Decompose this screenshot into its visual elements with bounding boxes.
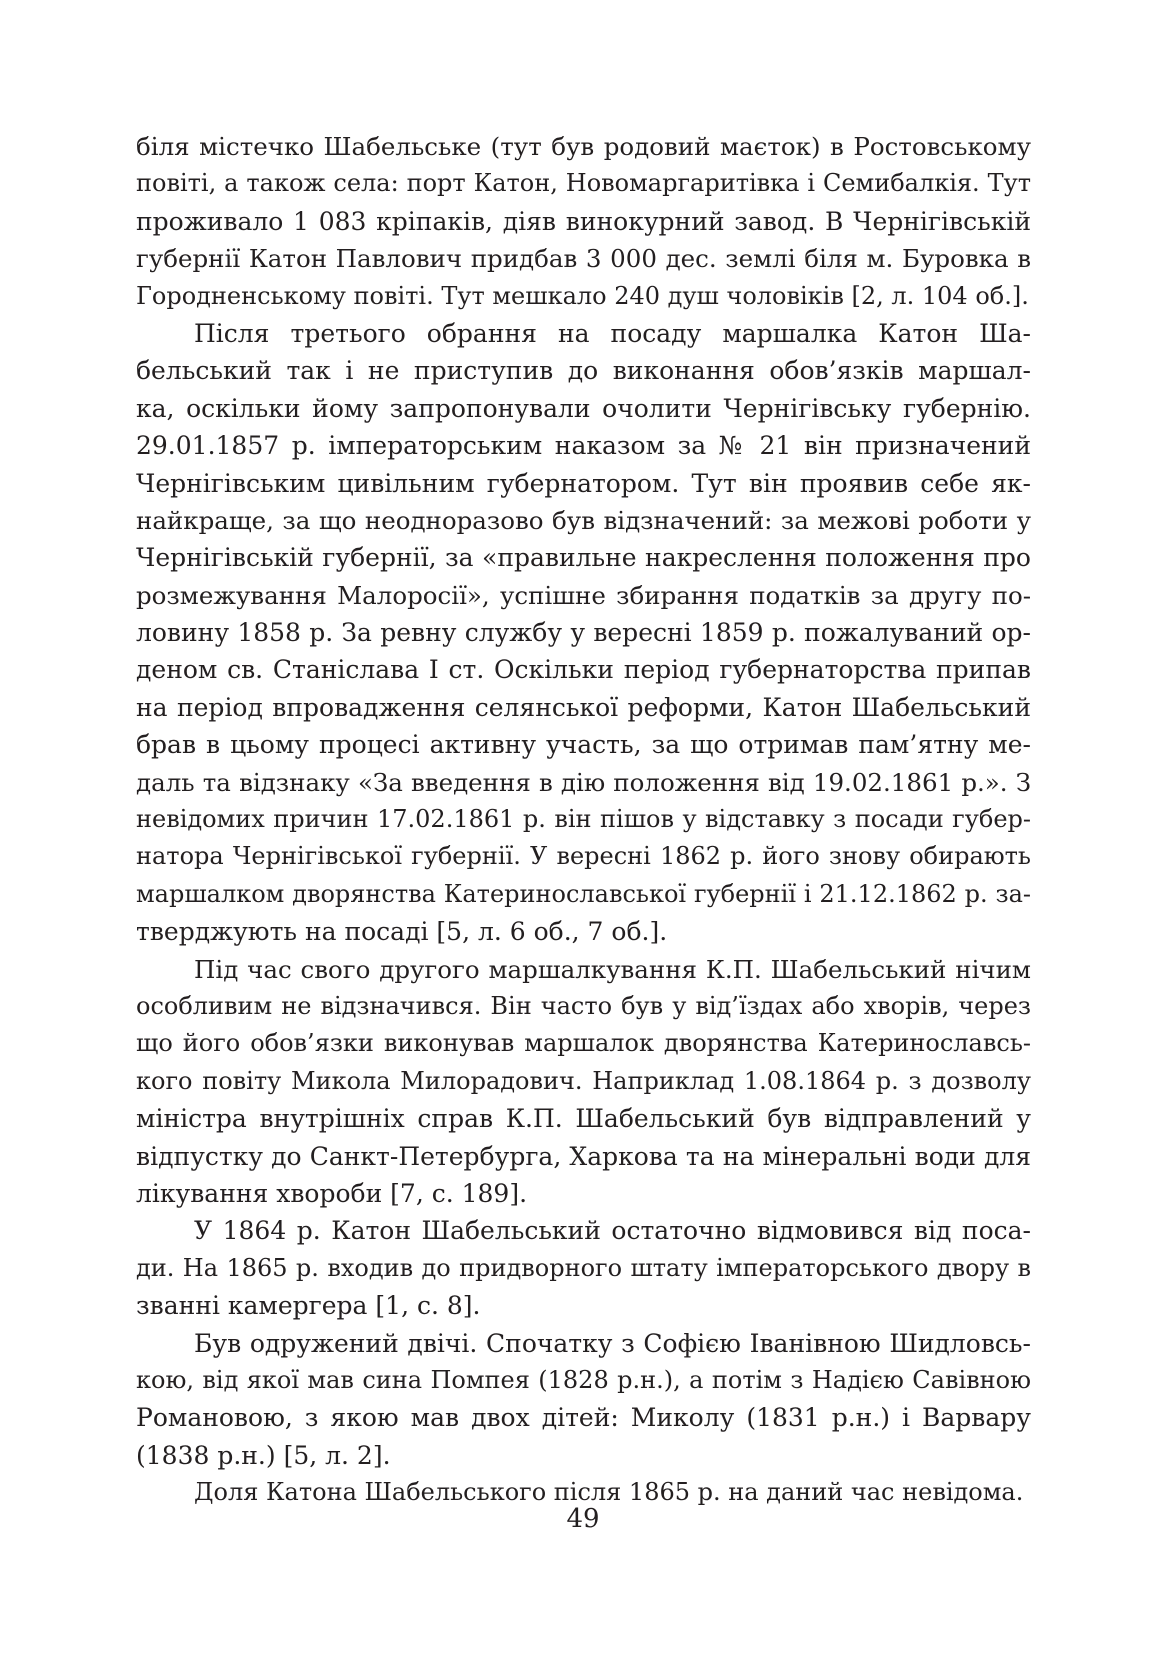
text-line: невідомих причин 17.02.1861 р. він пішов у відставку з посади губер- <box>136 805 1031 834</box>
text-line: на період впровадження селянської реформи, Катон Шабельський <box>136 692 1031 722</box>
page-number: 49 <box>566 1504 600 1534</box>
paragraph <box>136 951 1031 1213</box>
text-line: біля містечко Шабельське (тут був родовий маєток) в Ростовському <box>136 132 1031 161</box>
text-line: кого повіту Микола Милорадович. Наприклад 1.08.1864 р. з дозволу <box>136 1066 1031 1095</box>
text-line: повіті, а також села: порт Катон, Новомаргаритівка і Семибалкія. Тут <box>136 169 1031 198</box>
text-line: (1838 р.н.) [5, л. 2]. <box>136 1440 391 1470</box>
text-line: особливим не відзначився. Він часто був у від’їздах або хворів, через <box>136 991 1031 1020</box>
text-line: міністра внутрішніх справ К.П. Шабельський був відправлений у <box>136 1104 1031 1134</box>
text-line: У 1864 р. Катон Шабельський остаточно відмовився від поса- <box>194 1216 1031 1246</box>
text-line: Доля Катона Шабельського після 1865 р. на даний час невідома. <box>194 1478 1024 1507</box>
text-line: деном св. Станіслава І ст. Оскільки період губернаторства припав <box>136 655 1031 685</box>
text-line: Під час свого другого маршалкування К.П. Шабельський нічим <box>194 954 1031 984</box>
text-line: даль та відзнаку «За введення в дію положення від 19.02.1861 р.». З <box>136 767 1031 797</box>
text-line: Городненському повіті. Тут мешкало 240 душ чоловіків [2, л. 104 об.]. <box>136 281 1029 310</box>
text-line: 29.01.1857 р. імператорським наказом за № 21 він призначений <box>136 431 1031 461</box>
paragraph <box>136 315 1031 951</box>
text-line: званні камергера [1, с. 8]. <box>136 1291 481 1321</box>
text-line: що його обов’язки виконував маршалок дворянства Катеринославсь- <box>136 1029 1031 1058</box>
text-line: бельський так і не приступив до виконання обов’язків маршал- <box>136 356 1031 386</box>
text-line: ди. На 1865 р. входив до придворного штату імператорського двору в <box>136 1253 1031 1282</box>
text-line: натора Чернігівської губернії. У вересні 1862 р. його знову обирають <box>136 842 1031 871</box>
paragraph <box>136 1212 1031 1324</box>
text-line: найкраще, за що неодноразово був відзначений: за межові роботи у <box>136 505 1031 535</box>
text-line: Після третього обрання на посаду маршалка Катон Ша- <box>194 318 1031 348</box>
text-line: Чернігівській губернії, за «правильне накреслення положення про <box>136 543 1031 573</box>
text-line: проживало 1 083 кріпаків, діяв винокурний завод. В Чернігівській <box>136 206 1031 236</box>
text-line: губернії Катон Павлович придбав 3 000 дес. землі біля м. Буровка в <box>136 244 1031 274</box>
text-line: ловину 1858 р. За ревну службу у вересні 1859 р. пожалуваний ор- <box>136 618 1031 648</box>
text-line: брав в цьому процесі активну участь, за що отримав пам’ятну ме- <box>136 730 1031 760</box>
text-line: тверджують на посаді [5, л. 6 об., 7 об.]. <box>136 917 668 947</box>
text-line: розмежування Малоросії», успішне збирання податків за другу по- <box>136 580 1031 610</box>
text-line: ка, оскільки йому запропонували очолити Чернігівську губернію. <box>136 393 1031 423</box>
text-line: Був одружений двічі. Спочатку з Софією Іванівною Шидловсь- <box>194 1328 1031 1358</box>
text-line: лікування хвороби [7, с. 189]. <box>136 1178 528 1208</box>
text-line: маршалком дворянства Катеринославської губернії і 21.12.1862 р. за- <box>136 879 1031 908</box>
page-text <box>136 128 1031 1511</box>
text-line: відпустку до Санкт-Петербурга, Харкова та на мінеральні води для <box>136 1141 1031 1171</box>
text-line: Чернігівським цивільним губернатором. Тут він проявив себе як- <box>136 468 1031 498</box>
text-line: кою, від якої мав сина Помпея (1828 р.н.), а потім з Надією Савівною <box>136 1365 1031 1394</box>
paragraph <box>136 128 1031 315</box>
paragraph <box>136 1325 1031 1475</box>
text-line: Романовою, з якою мав двох дітей: Миколу (1831 р.н.) і Варвару <box>136 1403 1031 1433</box>
